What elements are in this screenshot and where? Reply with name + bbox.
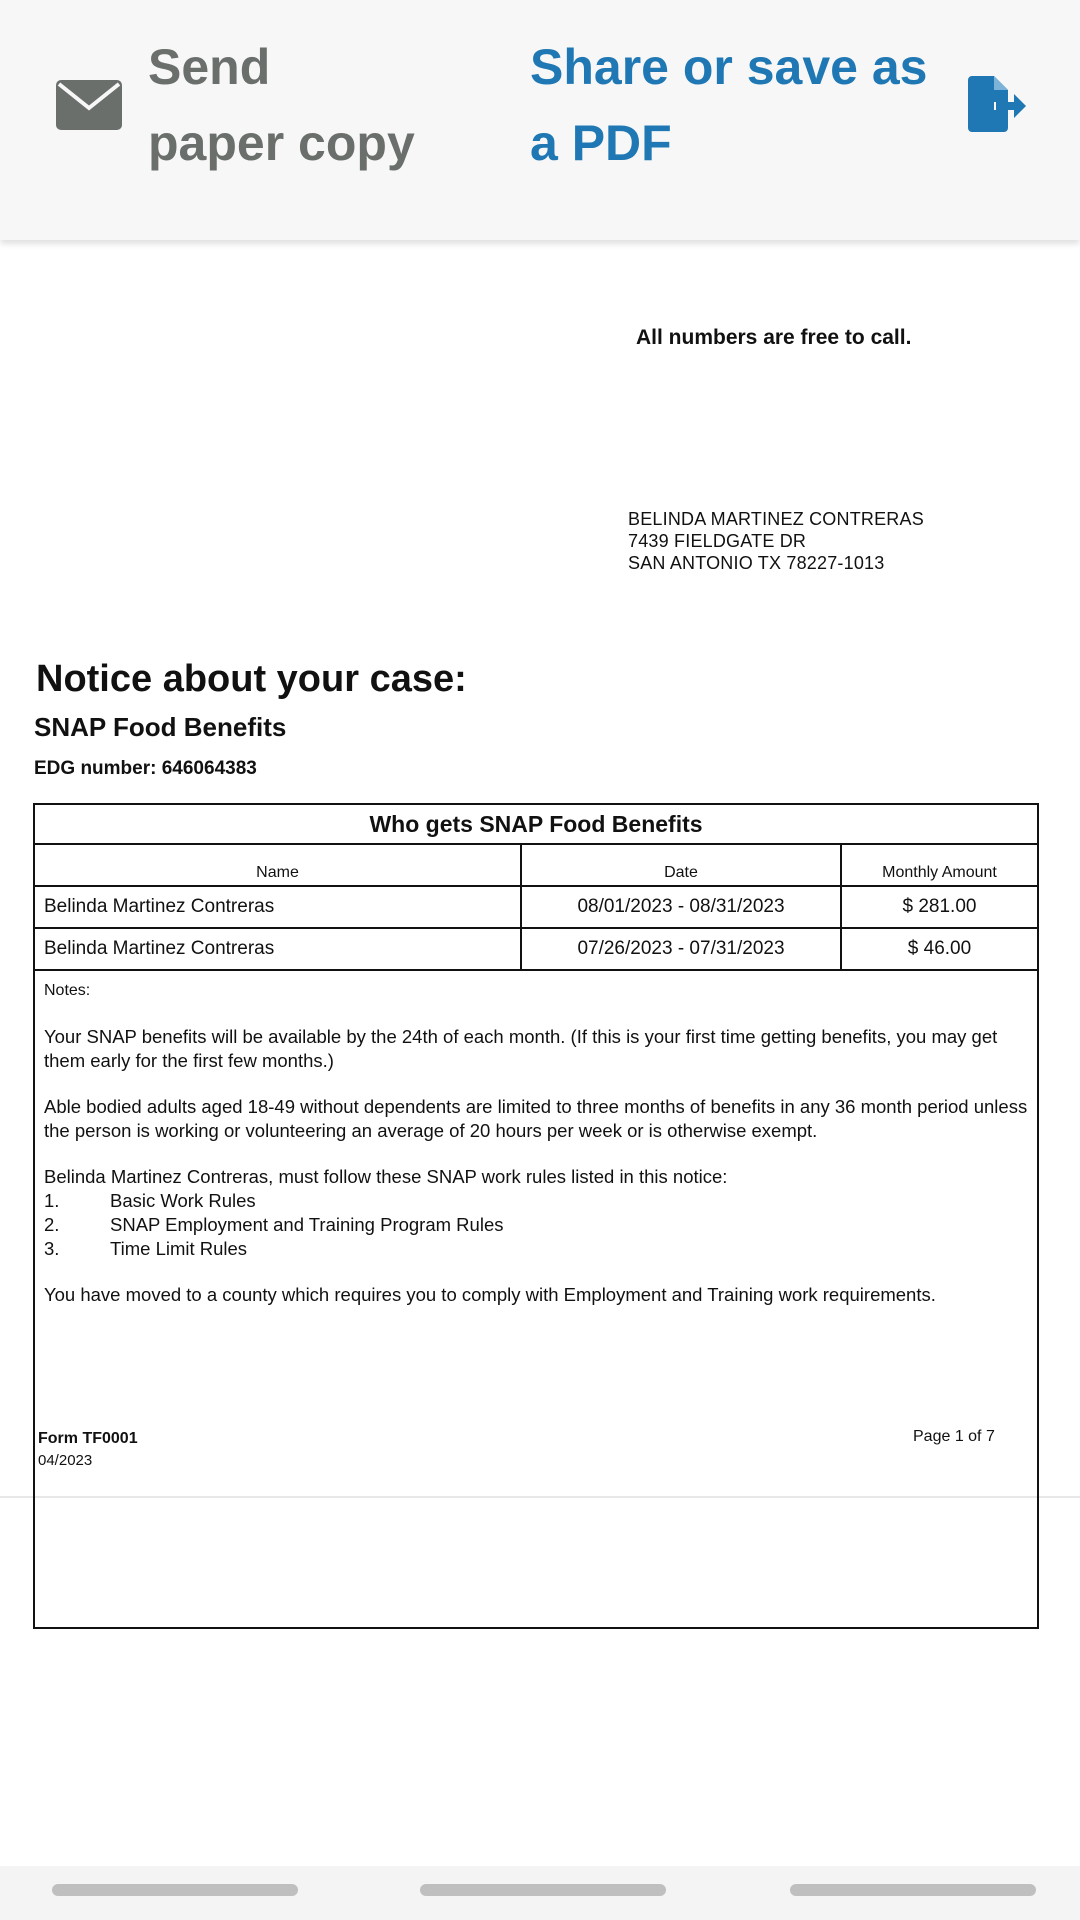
form-date: 04/2023: [38, 1452, 93, 1469]
bottom-nav-bar: [0, 1866, 1080, 1920]
cell-amount: $ 46.00: [907, 938, 972, 959]
cell-name: Belinda Martinez Contreras: [35, 929, 522, 969]
list-item: [44, 1213, 1028, 1237]
list-text: Time Limit Rules: [110, 1238, 248, 1259]
list-text: Basic Work Rules: [110, 1190, 256, 1211]
document-page: [0, 240, 1080, 1498]
send-paper-copy-label: Send paper copy: [148, 39, 415, 171]
notes-label: Notes:: [44, 982, 91, 999]
cell-date: 07/26/2023 - 07/31/2023: [522, 929, 842, 969]
address-street: 7439 FIELDGATE DR: [628, 531, 807, 551]
address-name: BELINDA MARTINEZ CONTRERAS: [628, 509, 924, 529]
cell-amount: $ 281.00: [902, 896, 977, 917]
envelope-icon: [56, 80, 122, 130]
cell-date: 08/01/2023 - 08/31/2023: [522, 887, 842, 927]
benefits-table: [33, 803, 1039, 1629]
table-row: [35, 929, 1037, 971]
notes-paragraph: Your SNAP benefits will be available by the 24th of each month. (If this is your first time getting benefits, you may get them early for the first few months.): [44, 1026, 998, 1071]
header-name: Name: [35, 845, 522, 885]
list-number: 1.: [44, 1190, 60, 1211]
work-rules: [44, 1165, 1028, 1261]
notes-paragraph: Able bodied adults aged 18-49 without dependents are limited to three months of benefits in any 36 month period unless the person is working or volunteering an average of 20 hours per week or is otherwise exempt.: [44, 1096, 1028, 1141]
edg-value: 646064383: [161, 758, 257, 779]
action-bar: [0, 0, 1080, 240]
nav-pill[interactable]: [420, 1884, 666, 1896]
form-id: Form TF0001: [38, 1430, 138, 1447]
share-pdf-label: Share or save as a PDF: [530, 39, 928, 171]
list-text: SNAP Employment and Training Program Rules: [110, 1214, 504, 1235]
nav-pill[interactable]: [52, 1884, 298, 1896]
notes-paragraph: You have moved to a county which requires you to comply with Employment and Training work requirements.: [44, 1284, 936, 1305]
share-pdf-button[interactable]: [530, 30, 1028, 180]
list-number: 3.: [44, 1238, 60, 1259]
edg-label: EDG number:: [34, 758, 157, 779]
notice-title: Notice about your case:: [36, 658, 467, 700]
list-item: [44, 1189, 1028, 1213]
address-city: SAN ANTONIO TX 78227-1013: [628, 553, 885, 573]
program-name: SNAP Food Benefits: [34, 712, 287, 742]
file-export-icon: [966, 76, 1028, 134]
notes-section: [35, 971, 1037, 1307]
send-paper-copy-button[interactable]: [56, 30, 415, 180]
mailing-address: [628, 508, 924, 574]
cell-name: Belinda Martinez Contreras: [35, 887, 522, 927]
table-header-row: [35, 845, 1037, 887]
page-number: Page 1 of 7: [913, 1428, 995, 1445]
edg-number: [34, 758, 257, 780]
rules-intro: Belinda Martinez Contreras, must follow these SNAP work rules listed in this notice:: [44, 1166, 728, 1187]
list-item: [44, 1237, 1028, 1261]
table-row: [35, 887, 1037, 929]
table-title: Who gets SNAP Food Benefits: [35, 805, 1037, 845]
free-call-note: All numbers are free to call.: [636, 326, 912, 349]
header-date: Date: [522, 845, 842, 885]
header-monthly-amount: Monthly Amount: [882, 864, 997, 881]
list-number: 2.: [44, 1214, 60, 1235]
nav-pill[interactable]: [790, 1884, 1036, 1896]
